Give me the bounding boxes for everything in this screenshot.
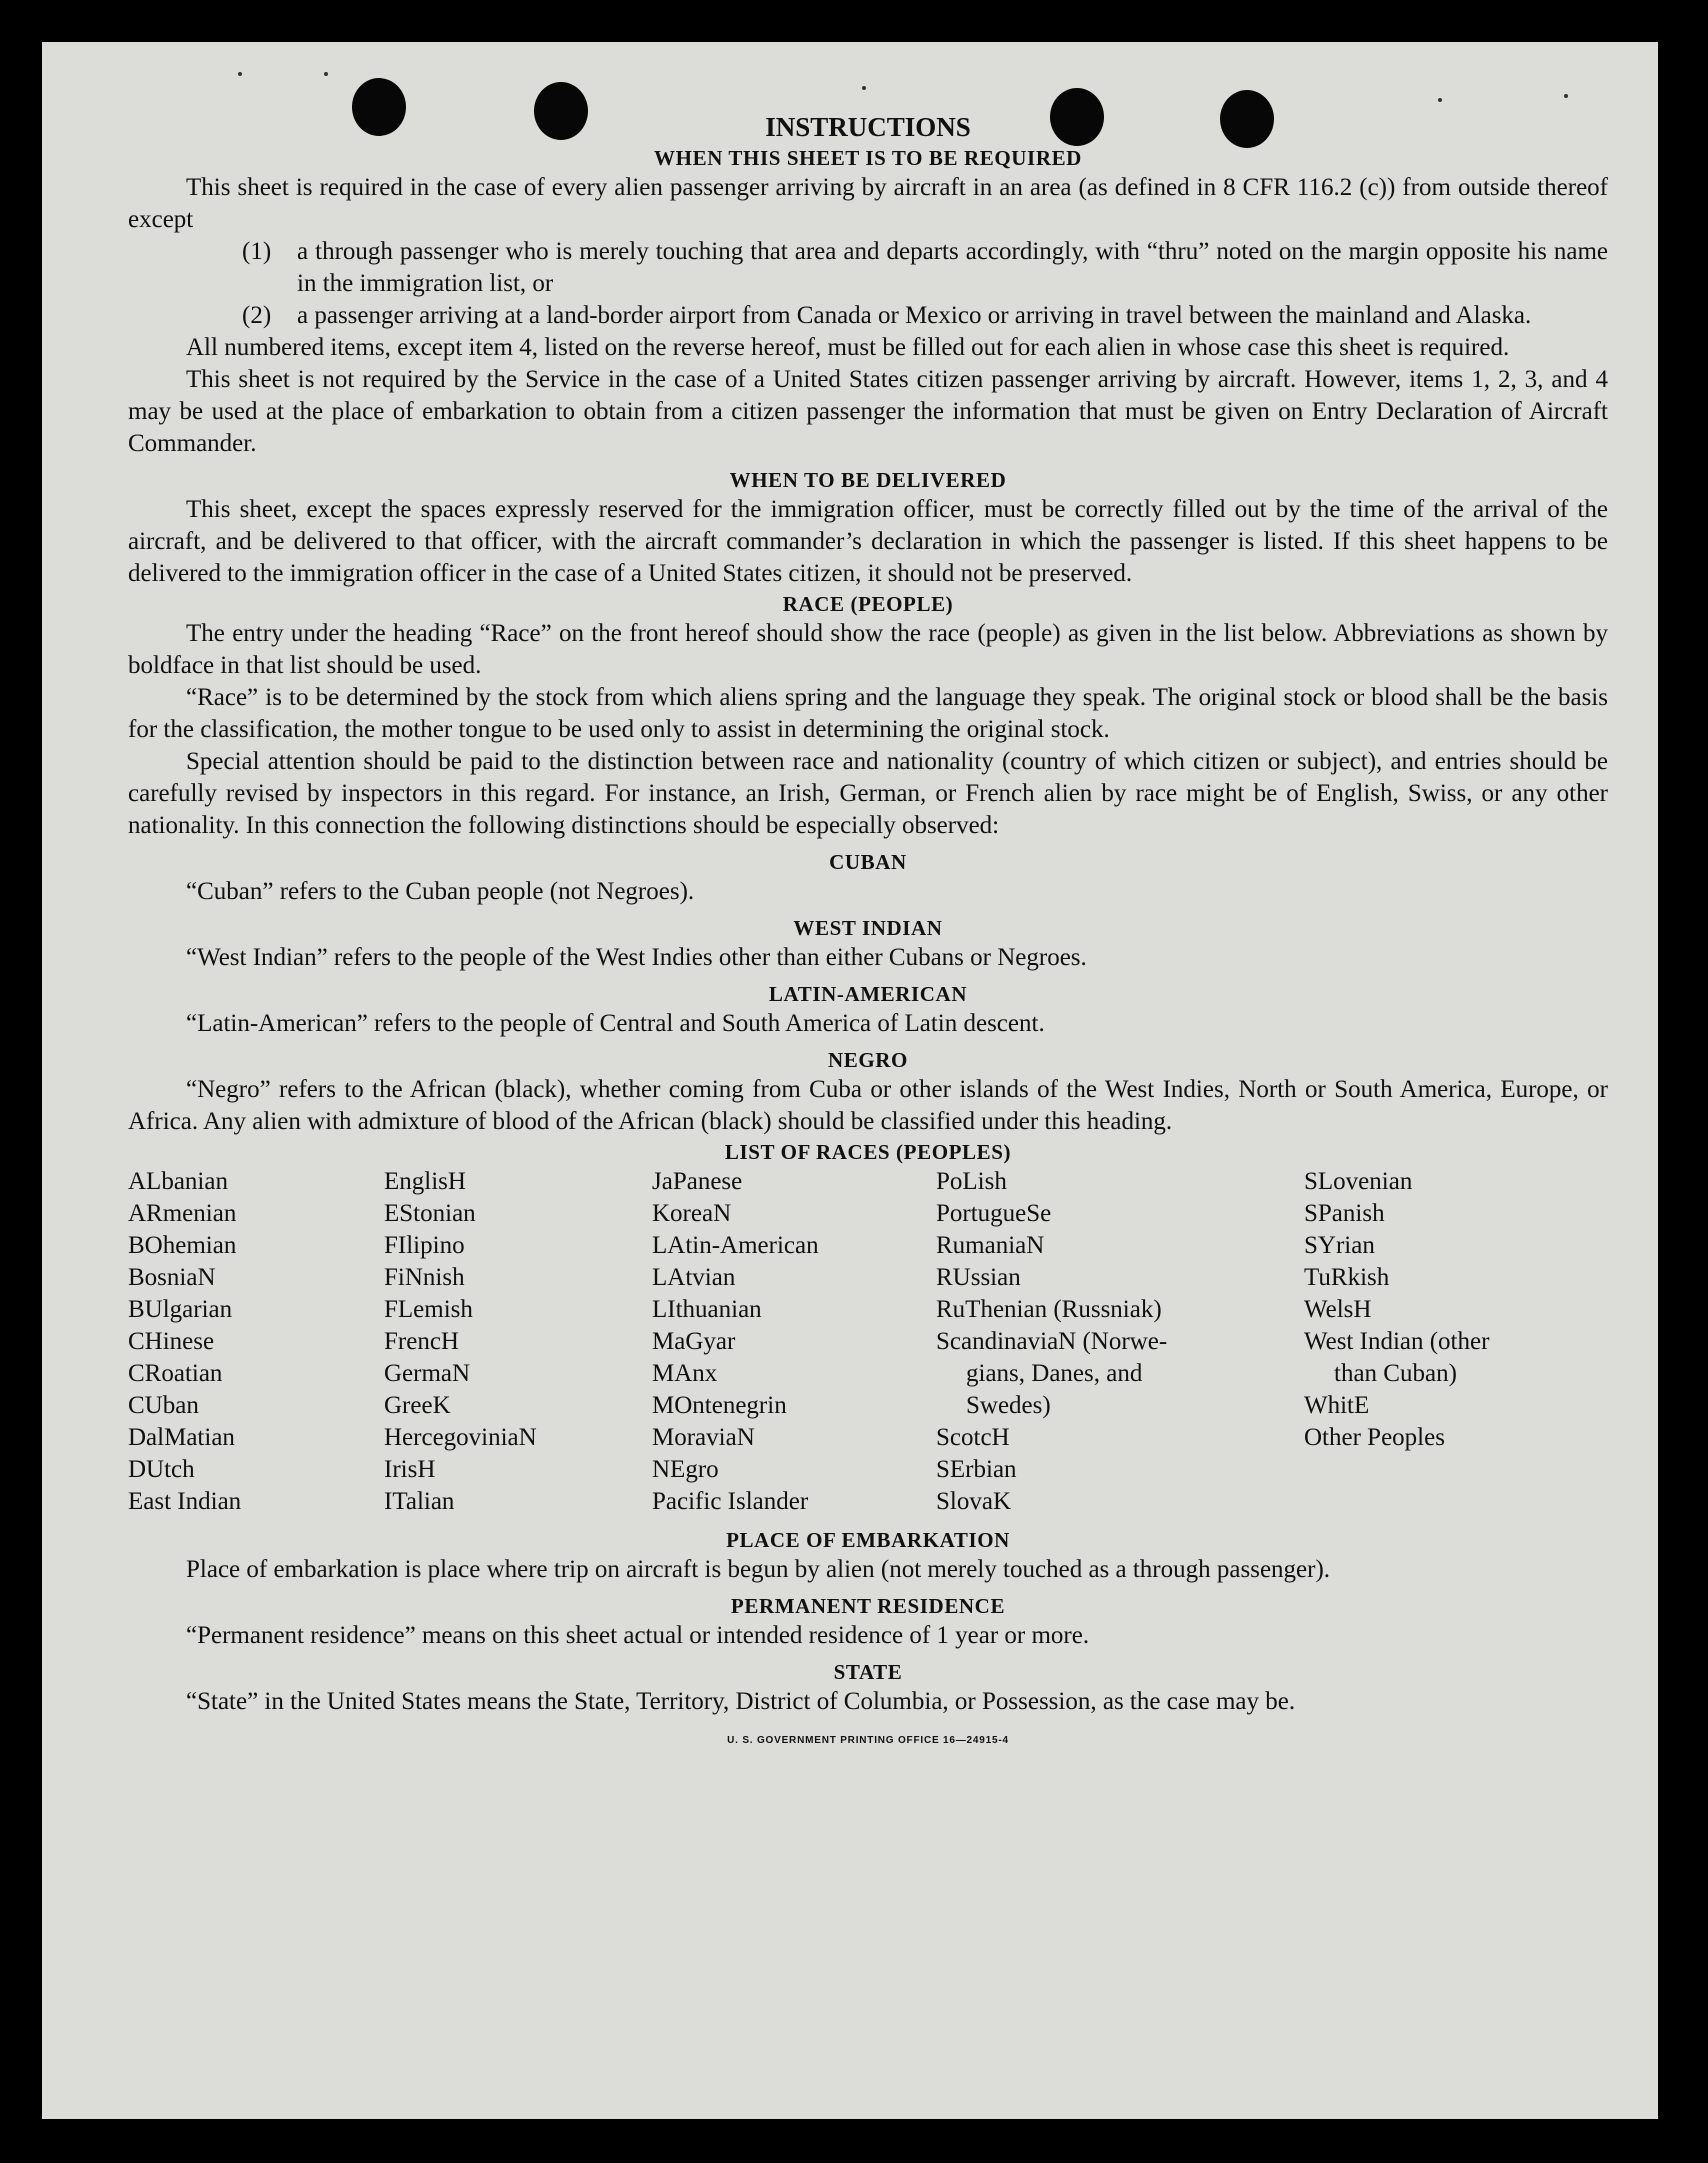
item-text: a through passenger who is merely touching that area and departs accordingly, with “thru” noted on the margin opposite his name in the immigration list, or — [297, 238, 1608, 297]
race-entry: BosniaN — [128, 1264, 216, 1291]
numbered-items-paragraph: All numbered items, except item 4, listed on the reverse hereof, must be filled out for each alien in whose case this sheet is required. — [186, 334, 1510, 361]
race-entry: FrencH — [384, 1328, 459, 1355]
race-paragraph-1: The entry under the heading “Race” on the front hereof should show the race (people) as given in the list below. Abbreviations as shown by boldface in that list should be used. — [128, 620, 1608, 679]
races-column — [384, 1166, 537, 1518]
race-entry: RumaniaN — [936, 1232, 1045, 1259]
negro-definition: “Negro” refers to the African (black), whether coming from Cuba or other islands of the West Indies, North or South America, Europe, or Africa. Any alien with admixture of blood of the African (black) should be classified under this heading. — [128, 1076, 1608, 1135]
race-entry-continued: than Cuban) — [1334, 1360, 1457, 1387]
printing-office-imprint: U. S. GOVERNMENT PRINTING OFFICE 16—24915-4 — [727, 1735, 1009, 1746]
speck — [1564, 94, 1568, 98]
race-entry: JaPanese — [652, 1168, 743, 1195]
item-text: a passenger arriving at a land-border airport from Canada or Mexico or arriving in travel between the mainland and Alaska. — [297, 302, 1532, 329]
speck — [238, 72, 242, 76]
race-entry: GermaN — [384, 1360, 471, 1387]
race-paragraph-2: “Race” is to be determined by the stock from which aliens spring and the language they speak. The original stock or blood shall be the basis for the classification, the mother tongue to be used only to assist in determining the original stock. — [128, 684, 1608, 743]
citizen-paragraph: This sheet is not required by the Service in the case of a United States citizen passenger arriving by aircraft. However, items 1, 2, 3, and 4 may be used at the place of embarkation to obtain from a citizen passenger the information that must be given on Entry Declaration of Aircraft Commander. — [128, 366, 1608, 457]
document-page — [42, 42, 1658, 2119]
latin-american-definition: “Latin-American” refers to the people of Central and South America of Latin descent. — [186, 1010, 1045, 1037]
race-entry: West Indian (other — [1304, 1328, 1490, 1355]
races-column — [1304, 1166, 1489, 1454]
race-entry: BOhemian — [128, 1232, 237, 1259]
races-column — [652, 1166, 819, 1518]
race-entry: RUssian — [936, 1264, 1021, 1291]
race-entry: TuRkish — [1304, 1264, 1390, 1291]
delivered-paragraph: This sheet, except the spaces expressly reserved for the immigration officer, must be correctly filled out by the time of the arrival of the aircraft, and be delivered to that officer, with the aircraft commander’s declaration in which the passenger is listed. If this sheet happens to be delivered to the immigration officer in the case of a United States citizen, it should not be preserved. — [128, 496, 1608, 587]
race-entry: RuThenian (Russniak) — [936, 1296, 1162, 1323]
races-list — [128, 1166, 1608, 1526]
race-entry: CUban — [128, 1392, 199, 1419]
race-entry: ALbanian — [128, 1168, 228, 1195]
west-indian-definition: “West Indian” refers to the people of the West Indies other than either Cubans or Negroes. — [186, 944, 1087, 971]
race-entry: FLemish — [384, 1296, 473, 1323]
race-entry: SLovenian — [1304, 1168, 1413, 1195]
page-title: INSTRUCTIONS — [765, 112, 971, 142]
race-entry: CRoatian — [128, 1360, 223, 1387]
section-heading-cuban: CUBAN — [829, 850, 907, 874]
race-entry: Other Peoples — [1304, 1424, 1445, 1451]
race-entry: MoraviaN — [652, 1424, 755, 1451]
race-entry: DUtch — [128, 1456, 195, 1483]
race-entry: LIthuanian — [652, 1296, 762, 1323]
races-column — [936, 1166, 1167, 1518]
speck — [324, 72, 328, 76]
race-entry: DalMatian — [128, 1424, 235, 1451]
race-entry: ITalian — [384, 1488, 455, 1515]
speck — [1438, 98, 1442, 102]
races-column — [128, 1166, 241, 1518]
race-entry: WhitE — [1304, 1392, 1370, 1419]
race-entry: EStonian — [384, 1200, 476, 1227]
exception-item — [128, 300, 1608, 332]
race-entry: NEgro — [652, 1456, 719, 1483]
race-entry-continued: gians, Danes, and — [966, 1360, 1143, 1387]
race-entry: MOntenegrin — [652, 1392, 787, 1419]
race-entry: MAnx — [652, 1360, 718, 1387]
race-entry: ScandinaviaN (Norwe- — [936, 1328, 1168, 1355]
section-heading-race: RACE (PEOPLE) — [782, 592, 954, 616]
race-entry: GreeK — [384, 1392, 451, 1419]
race-entry-continued: Swedes) — [966, 1392, 1051, 1419]
section-heading-latin-american: LATIN-AMERICAN — [768, 982, 968, 1006]
race-entry: Pacific Islander — [652, 1488, 809, 1515]
race-entry: FIlipino — [384, 1232, 465, 1259]
residence-definition: “Permanent residence” means on this sheet actual or intended residence of 1 year or more. — [186, 1622, 1090, 1649]
race-entry: ScotcH — [936, 1424, 1010, 1451]
section-heading-west-indian: WEST INDIAN — [793, 916, 943, 940]
embarkation-definition: Place of embarkation is place where trip on aircraft is begun by alien (not merely touched as a through passenger). — [186, 1556, 1331, 1583]
race-entry: CHinese — [128, 1328, 215, 1355]
race-entry: LAtvian — [652, 1264, 736, 1291]
section-heading-negro: NEGRO — [827, 1048, 908, 1072]
exception-item — [128, 236, 1608, 300]
race-entry: WelsH — [1304, 1296, 1372, 1323]
section-heading-delivered: WHEN TO BE DELIVERED — [729, 468, 1007, 492]
speck — [862, 86, 866, 90]
race-entry: LAtin-American — [652, 1232, 819, 1259]
race-entry: HercegoviniaN — [384, 1424, 537, 1451]
section-heading-required: WHEN THIS SHEET IS TO BE REQUIRED — [654, 146, 1082, 170]
race-entry: EnglisH — [384, 1168, 466, 1195]
race-entry: SPanish — [1304, 1200, 1385, 1227]
cuban-definition: “Cuban” refers to the Cuban people (not Negroes). — [186, 878, 695, 905]
race-entry: PoLish — [936, 1168, 1007, 1195]
state-definition: “State” in the United States means the State, Territory, District of Columbia, or Possession, as the case may be. — [186, 1688, 1296, 1715]
required-intro: This sheet is required in the case of every alien passenger arriving by aircraft in an area (as defined in 8 CFR 116.2 (c)) from outside thereof except — [128, 174, 1608, 233]
section-heading-races-list: LIST OF RACES (PEOPLES) — [724, 1140, 1012, 1164]
race-entry: SlovaK — [936, 1488, 1011, 1515]
race-entry: KoreaN — [652, 1200, 732, 1227]
race-entry: IrisH — [384, 1456, 436, 1483]
race-entry: SErbian — [936, 1456, 1017, 1483]
section-heading-state: STATE — [833, 1660, 903, 1684]
race-entry: ARmenian — [128, 1200, 237, 1227]
item-number: (1) — [242, 238, 272, 265]
item-number: (2) — [242, 302, 272, 329]
race-entry: FiNnish — [384, 1264, 465, 1291]
race-entry: PortugueSe — [936, 1200, 1052, 1227]
race-entry: BUlgarian — [128, 1296, 233, 1323]
race-entry: MaGyar — [652, 1328, 736, 1355]
race-entry: East Indian — [128, 1488, 242, 1515]
instructions-body — [128, 110, 1608, 1748]
race-paragraph-3: Special attention should be paid to the distinction between race and nationality (country of which citizen or subject), and entries should be carefully revised by inspectors in this regard. For instance, an Irish, German, or French alien by race might be of English, Swiss, or any other nationality. In this connection the following distinctions should be especially observed: — [128, 748, 1608, 839]
race-entry: SYrian — [1304, 1232, 1375, 1259]
section-heading-residence: PERMANENT RESIDENCE — [730, 1594, 1006, 1618]
section-heading-embarkation: PLACE OF EMBARKATION — [726, 1528, 1010, 1552]
